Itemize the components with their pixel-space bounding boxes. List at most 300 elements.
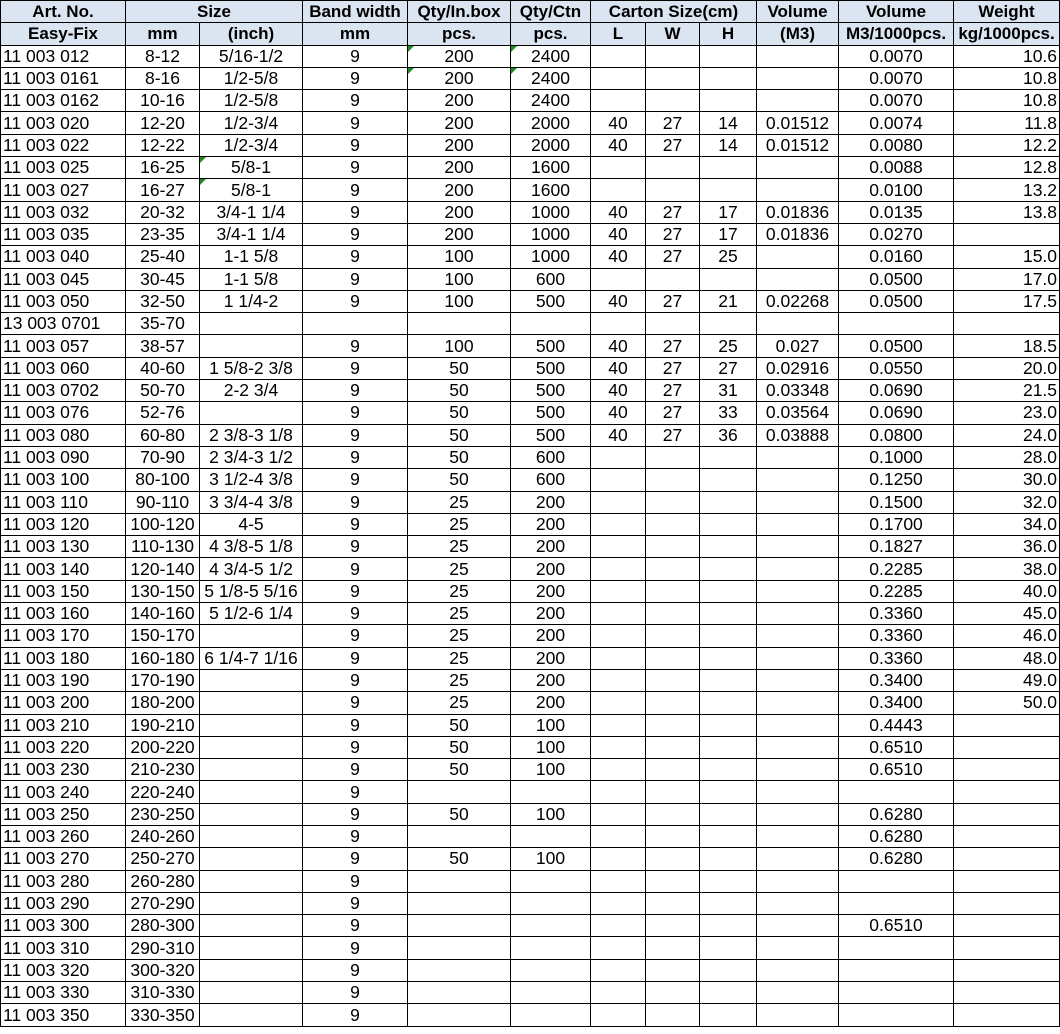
cell-qty-ctn[interactable]: 500 bbox=[511, 335, 591, 357]
cell-qty-inbox[interactable]: 25 bbox=[408, 513, 511, 535]
cell-carton-w[interactable]: 27 bbox=[646, 402, 700, 424]
cell-weight-per-1000[interactable] bbox=[954, 959, 1060, 981]
cell-volume-m3[interactable] bbox=[757, 647, 839, 669]
cell-volume-per-1000[interactable]: 0.4443 bbox=[839, 714, 954, 736]
cell-carton-h[interactable] bbox=[700, 803, 757, 825]
cell-carton-l[interactable]: 40 bbox=[591, 246, 646, 268]
cell-band-width[interactable]: 9 bbox=[303, 714, 408, 736]
cell-size-inch[interactable]: 1 1/4-2 bbox=[200, 290, 303, 312]
cell-band-width[interactable]: 9 bbox=[303, 825, 408, 847]
cell-art-no[interactable]: 11 003 025 bbox=[1, 157, 126, 179]
cell-weight-per-1000[interactable] bbox=[954, 781, 1060, 803]
cell-size-mm[interactable]: 25-40 bbox=[126, 246, 200, 268]
cell-size-mm[interactable]: 8-12 bbox=[126, 45, 200, 67]
cell-art-no[interactable]: 11 003 130 bbox=[1, 536, 126, 558]
cell-qty-inbox[interactable] bbox=[408, 825, 511, 847]
cell-qty-ctn[interactable]: 500 bbox=[511, 380, 591, 402]
cell-qty-ctn[interactable]: 2400 bbox=[511, 90, 591, 112]
cell-carton-l[interactable] bbox=[591, 67, 646, 89]
cell-band-width[interactable] bbox=[303, 313, 408, 335]
cell-qty-ctn[interactable] bbox=[511, 982, 591, 1004]
cell-art-no[interactable]: 11 003 076 bbox=[1, 402, 126, 424]
cell-size-inch[interactable]: 1-1 5/8 bbox=[200, 268, 303, 290]
cell-weight-per-1000[interactable] bbox=[954, 870, 1060, 892]
cell-qty-ctn[interactable]: 1000 bbox=[511, 223, 591, 245]
cell-size-inch[interactable] bbox=[200, 803, 303, 825]
header-size-mm[interactable]: mm bbox=[126, 23, 200, 45]
cell-carton-h[interactable] bbox=[700, 536, 757, 558]
cell-size-mm[interactable]: 180-200 bbox=[126, 692, 200, 714]
cell-size-mm[interactable]: 16-27 bbox=[126, 179, 200, 201]
header-carton-size[interactable]: Carton Size(cm) bbox=[591, 1, 757, 23]
cell-carton-l[interactable]: 40 bbox=[591, 380, 646, 402]
cell-size-mm[interactable]: 220-240 bbox=[126, 781, 200, 803]
cell-qty-ctn[interactable]: 500 bbox=[511, 290, 591, 312]
cell-volume-per-1000[interactable]: 0.0800 bbox=[839, 424, 954, 446]
cell-size-mm[interactable]: 150-170 bbox=[126, 625, 200, 647]
cell-volume-per-1000[interactable]: 0.6280 bbox=[839, 848, 954, 870]
cell-carton-h[interactable] bbox=[700, 67, 757, 89]
cell-qty-inbox[interactable] bbox=[408, 781, 511, 803]
cell-qty-inbox[interactable]: 50 bbox=[408, 402, 511, 424]
cell-volume-m3[interactable]: 0.02268 bbox=[757, 290, 839, 312]
cell-qty-ctn[interactable]: 100 bbox=[511, 759, 591, 781]
cell-carton-w[interactable] bbox=[646, 937, 700, 959]
cell-band-width[interactable]: 9 bbox=[303, 67, 408, 89]
cell-volume-per-1000[interactable]: 0.6280 bbox=[839, 803, 954, 825]
cell-carton-l[interactable] bbox=[591, 803, 646, 825]
cell-carton-l[interactable] bbox=[591, 669, 646, 691]
cell-qty-inbox[interactable] bbox=[408, 959, 511, 981]
cell-volume-per-1000[interactable]: 0.0070 bbox=[839, 67, 954, 89]
cell-size-mm[interactable]: 90-110 bbox=[126, 491, 200, 513]
cell-carton-w[interactable] bbox=[646, 157, 700, 179]
cell-band-width[interactable]: 9 bbox=[303, 157, 408, 179]
cell-volume-m3[interactable] bbox=[757, 1004, 839, 1026]
cell-volume-per-1000[interactable]: 0.3400 bbox=[839, 669, 954, 691]
cell-size-inch[interactable] bbox=[200, 692, 303, 714]
cell-size-mm[interactable]: 70-90 bbox=[126, 446, 200, 468]
cell-size-mm[interactable]: 230-250 bbox=[126, 803, 200, 825]
cell-band-width[interactable]: 9 bbox=[303, 870, 408, 892]
cell-weight-per-1000[interactable] bbox=[954, 848, 1060, 870]
cell-weight-per-1000[interactable]: 49.0 bbox=[954, 669, 1060, 691]
cell-band-width[interactable]: 9 bbox=[303, 179, 408, 201]
cell-carton-h[interactable] bbox=[700, 469, 757, 491]
cell-volume-m3[interactable] bbox=[757, 90, 839, 112]
cell-size-inch[interactable]: 3/4-1 1/4 bbox=[200, 201, 303, 223]
cell-carton-l[interactable] bbox=[591, 848, 646, 870]
cell-size-inch[interactable]: 5 1/2-6 1/4 bbox=[200, 603, 303, 625]
cell-carton-l[interactable] bbox=[591, 915, 646, 937]
cell-carton-h[interactable] bbox=[700, 692, 757, 714]
cell-carton-w[interactable] bbox=[646, 982, 700, 1004]
cell-carton-h[interactable] bbox=[700, 313, 757, 335]
cell-volume-m3[interactable]: 0.027 bbox=[757, 335, 839, 357]
cell-volume-per-1000[interactable]: 0.0500 bbox=[839, 290, 954, 312]
cell-carton-l[interactable] bbox=[591, 892, 646, 914]
cell-art-no[interactable]: 11 003 020 bbox=[1, 112, 126, 134]
cell-carton-h[interactable] bbox=[700, 268, 757, 290]
cell-size-mm[interactable]: 10-16 bbox=[126, 90, 200, 112]
cell-volume-m3[interactable] bbox=[757, 982, 839, 1004]
cell-weight-per-1000[interactable] bbox=[954, 223, 1060, 245]
cell-volume-m3[interactable]: 0.03564 bbox=[757, 402, 839, 424]
cell-band-width[interactable]: 9 bbox=[303, 513, 408, 535]
cell-weight-per-1000[interactable]: 17.5 bbox=[954, 290, 1060, 312]
cell-volume-m3[interactable]: 0.02916 bbox=[757, 357, 839, 379]
cell-carton-w[interactable]: 27 bbox=[646, 223, 700, 245]
cell-volume-m3[interactable] bbox=[757, 580, 839, 602]
cell-volume-m3[interactable] bbox=[757, 491, 839, 513]
cell-qty-inbox[interactable]: 25 bbox=[408, 558, 511, 580]
cell-carton-w[interactable] bbox=[646, 1004, 700, 1026]
cell-band-width[interactable]: 9 bbox=[303, 892, 408, 914]
cell-qty-ctn[interactable] bbox=[511, 825, 591, 847]
cell-qty-inbox[interactable] bbox=[408, 915, 511, 937]
cell-volume-per-1000[interactable]: 0.0270 bbox=[839, 223, 954, 245]
cell-volume-per-1000[interactable]: 0.6510 bbox=[839, 759, 954, 781]
cell-qty-ctn[interactable]: 200 bbox=[511, 625, 591, 647]
cell-weight-per-1000[interactable]: 20.0 bbox=[954, 357, 1060, 379]
cell-band-width[interactable]: 9 bbox=[303, 580, 408, 602]
cell-qty-ctn[interactable]: 2000 bbox=[511, 112, 591, 134]
cell-band-width[interactable]: 9 bbox=[303, 90, 408, 112]
cell-weight-per-1000[interactable]: 12.2 bbox=[954, 134, 1060, 156]
cell-qty-ctn[interactable]: 600 bbox=[511, 446, 591, 468]
cell-carton-h[interactable] bbox=[700, 45, 757, 67]
cell-weight-per-1000[interactable]: 10.8 bbox=[954, 90, 1060, 112]
cell-size-inch[interactable]: 1/2-3/4 bbox=[200, 134, 303, 156]
cell-carton-w[interactable] bbox=[646, 469, 700, 491]
cell-qty-ctn[interactable]: 600 bbox=[511, 268, 591, 290]
cell-art-no[interactable]: 11 003 270 bbox=[1, 848, 126, 870]
cell-qty-inbox[interactable] bbox=[408, 892, 511, 914]
cell-size-mm[interactable]: 170-190 bbox=[126, 669, 200, 691]
cell-band-width[interactable]: 9 bbox=[303, 246, 408, 268]
cell-art-no[interactable]: 11 003 230 bbox=[1, 759, 126, 781]
cell-weight-per-1000[interactable] bbox=[954, 803, 1060, 825]
cell-size-inch[interactable]: 4 3/8-5 1/8 bbox=[200, 536, 303, 558]
cell-art-no[interactable]: 11 003 032 bbox=[1, 201, 126, 223]
cell-volume-per-1000[interactable]: 0.1250 bbox=[839, 469, 954, 491]
cell-volume-m3[interactable] bbox=[757, 803, 839, 825]
cell-qty-inbox[interactable]: 25 bbox=[408, 669, 511, 691]
cell-carton-l[interactable] bbox=[591, 625, 646, 647]
cell-band-width[interactable]: 9 bbox=[303, 536, 408, 558]
cell-carton-h[interactable] bbox=[700, 558, 757, 580]
cell-size-inch[interactable]: 5/8-1 bbox=[200, 179, 303, 201]
cell-carton-l[interactable]: 40 bbox=[591, 424, 646, 446]
cell-size-inch[interactable]: 1/2-5/8 bbox=[200, 67, 303, 89]
cell-qty-inbox[interactable]: 200 bbox=[408, 201, 511, 223]
cell-qty-inbox[interactable]: 50 bbox=[408, 803, 511, 825]
cell-art-no[interactable]: 11 003 290 bbox=[1, 892, 126, 914]
cell-carton-w[interactable] bbox=[646, 892, 700, 914]
cell-size-inch[interactable] bbox=[200, 781, 303, 803]
cell-volume-per-1000[interactable] bbox=[839, 892, 954, 914]
cell-qty-inbox[interactable]: 25 bbox=[408, 536, 511, 558]
cell-weight-per-1000[interactable]: 30.0 bbox=[954, 469, 1060, 491]
cell-carton-h[interactable] bbox=[700, 179, 757, 201]
cell-qty-inbox[interactable]: 50 bbox=[408, 736, 511, 758]
cell-size-inch[interactable] bbox=[200, 759, 303, 781]
cell-qty-inbox[interactable]: 25 bbox=[408, 603, 511, 625]
cell-size-inch[interactable] bbox=[200, 870, 303, 892]
cell-volume-per-1000[interactable] bbox=[839, 982, 954, 1004]
cell-weight-per-1000[interactable]: 45.0 bbox=[954, 603, 1060, 625]
cell-carton-w[interactable]: 27 bbox=[646, 246, 700, 268]
cell-size-mm[interactable]: 32-50 bbox=[126, 290, 200, 312]
cell-qty-ctn[interactable]: 100 bbox=[511, 714, 591, 736]
cell-qty-ctn[interactable]: 100 bbox=[511, 848, 591, 870]
cell-size-inch[interactable] bbox=[200, 825, 303, 847]
cell-qty-ctn[interactable] bbox=[511, 892, 591, 914]
cell-volume-m3[interactable]: 0.01512 bbox=[757, 112, 839, 134]
cell-size-mm[interactable]: 300-320 bbox=[126, 959, 200, 981]
cell-size-inch[interactable] bbox=[200, 1004, 303, 1026]
cell-band-width[interactable]: 9 bbox=[303, 357, 408, 379]
cell-carton-h[interactable] bbox=[700, 714, 757, 736]
cell-qty-inbox[interactable]: 200 bbox=[408, 134, 511, 156]
cell-volume-per-1000[interactable] bbox=[839, 937, 954, 959]
cell-size-mm[interactable]: 20-32 bbox=[126, 201, 200, 223]
cell-carton-l[interactable] bbox=[591, 647, 646, 669]
cell-art-no[interactable]: 11 003 330 bbox=[1, 982, 126, 1004]
cell-carton-h[interactable] bbox=[700, 736, 757, 758]
cell-art-no[interactable]: 11 003 300 bbox=[1, 915, 126, 937]
cell-size-mm[interactable]: 190-210 bbox=[126, 714, 200, 736]
cell-qty-ctn[interactable]: 200 bbox=[511, 536, 591, 558]
cell-volume-m3[interactable]: 0.01836 bbox=[757, 201, 839, 223]
cell-qty-inbox[interactable]: 50 bbox=[408, 759, 511, 781]
header-volume-per-1000[interactable]: Volume bbox=[839, 1, 954, 23]
cell-volume-m3[interactable] bbox=[757, 937, 839, 959]
cell-carton-l[interactable]: 40 bbox=[591, 223, 646, 245]
cell-carton-h[interactable] bbox=[700, 781, 757, 803]
cell-carton-w[interactable] bbox=[646, 848, 700, 870]
cell-band-width[interactable]: 9 bbox=[303, 848, 408, 870]
cell-carton-w[interactable] bbox=[646, 781, 700, 803]
cell-volume-m3[interactable] bbox=[757, 67, 839, 89]
cell-carton-w[interactable] bbox=[646, 870, 700, 892]
cell-band-width[interactable]: 9 bbox=[303, 647, 408, 669]
cell-carton-h[interactable] bbox=[700, 647, 757, 669]
cell-size-mm[interactable]: 30-45 bbox=[126, 268, 200, 290]
cell-qty-ctn[interactable] bbox=[511, 870, 591, 892]
cell-band-width[interactable]: 9 bbox=[303, 223, 408, 245]
cell-size-inch[interactable]: 2-2 3/4 bbox=[200, 380, 303, 402]
cell-volume-per-1000[interactable]: 0.0500 bbox=[839, 268, 954, 290]
cell-carton-l[interactable] bbox=[591, 714, 646, 736]
cell-carton-h[interactable] bbox=[700, 669, 757, 691]
cell-size-mm[interactable]: 40-60 bbox=[126, 357, 200, 379]
cell-carton-w[interactable] bbox=[646, 669, 700, 691]
cell-volume-per-1000[interactable]: 0.3360 bbox=[839, 625, 954, 647]
cell-carton-h[interactable]: 25 bbox=[700, 246, 757, 268]
cell-band-width[interactable]: 9 bbox=[303, 558, 408, 580]
cell-carton-l[interactable] bbox=[591, 736, 646, 758]
cell-weight-per-1000[interactable]: 38.0 bbox=[954, 558, 1060, 580]
cell-size-inch[interactable]: 2 3/4-3 1/2 bbox=[200, 446, 303, 468]
cell-qty-inbox[interactable]: 200 bbox=[408, 157, 511, 179]
cell-carton-l[interactable] bbox=[591, 536, 646, 558]
cell-qty-inbox[interactable] bbox=[408, 313, 511, 335]
cell-art-no[interactable]: 11 003 310 bbox=[1, 937, 126, 959]
cell-weight-per-1000[interactable]: 10.8 bbox=[954, 67, 1060, 89]
cell-weight-per-1000[interactable] bbox=[954, 313, 1060, 335]
cell-size-mm[interactable]: 16-25 bbox=[126, 157, 200, 179]
cell-volume-m3[interactable]: 0.01836 bbox=[757, 223, 839, 245]
cell-art-no[interactable]: 11 003 140 bbox=[1, 558, 126, 580]
cell-carton-l[interactable]: 40 bbox=[591, 201, 646, 223]
cell-carton-w[interactable] bbox=[646, 90, 700, 112]
cell-size-inch[interactable]: 1/2-3/4 bbox=[200, 112, 303, 134]
header-inbox-pcs[interactable]: pcs. bbox=[408, 23, 511, 45]
cell-volume-m3[interactable] bbox=[757, 892, 839, 914]
cell-band-width[interactable]: 9 bbox=[303, 803, 408, 825]
cell-art-no[interactable]: 11 003 0702 bbox=[1, 380, 126, 402]
cell-carton-w[interactable]: 27 bbox=[646, 335, 700, 357]
cell-size-inch[interactable]: 1 5/8-2 3/8 bbox=[200, 357, 303, 379]
cell-size-inch[interactable] bbox=[200, 937, 303, 959]
cell-weight-per-1000[interactable] bbox=[954, 759, 1060, 781]
cell-weight-per-1000[interactable]: 28.0 bbox=[954, 446, 1060, 468]
header-carton-l[interactable]: L bbox=[591, 23, 646, 45]
cell-carton-w[interactable] bbox=[646, 625, 700, 647]
cell-volume-per-1000[interactable]: 0.0070 bbox=[839, 45, 954, 67]
cell-weight-per-1000[interactable]: 46.0 bbox=[954, 625, 1060, 647]
cell-size-inch[interactable] bbox=[200, 982, 303, 1004]
cell-size-inch[interactable]: 2 3/8-3 1/8 bbox=[200, 424, 303, 446]
cell-qty-inbox[interactable]: 50 bbox=[408, 357, 511, 379]
cell-carton-h[interactable]: 14 bbox=[700, 112, 757, 134]
cell-qty-inbox[interactable] bbox=[408, 1004, 511, 1026]
cell-band-width[interactable]: 9 bbox=[303, 290, 408, 312]
cell-volume-per-1000[interactable] bbox=[839, 313, 954, 335]
cell-carton-w[interactable] bbox=[646, 714, 700, 736]
cell-weight-per-1000[interactable]: 15.0 bbox=[954, 246, 1060, 268]
cell-qty-ctn[interactable]: 200 bbox=[511, 647, 591, 669]
cell-carton-w[interactable] bbox=[646, 558, 700, 580]
cell-volume-m3[interactable] bbox=[757, 625, 839, 647]
cell-volume-m3[interactable] bbox=[757, 469, 839, 491]
cell-size-mm[interactable]: 60-80 bbox=[126, 424, 200, 446]
cell-size-inch[interactable] bbox=[200, 736, 303, 758]
cell-volume-per-1000[interactable] bbox=[839, 1004, 954, 1026]
cell-size-inch[interactable] bbox=[200, 848, 303, 870]
cell-volume-m3[interactable] bbox=[757, 268, 839, 290]
cell-size-mm[interactable]: 240-260 bbox=[126, 825, 200, 847]
cell-weight-per-1000[interactable]: 24.0 bbox=[954, 424, 1060, 446]
cell-art-no[interactable]: 11 003 012 bbox=[1, 45, 126, 67]
cell-volume-m3[interactable] bbox=[757, 536, 839, 558]
header-easy-fix[interactable]: Easy-Fix bbox=[1, 23, 126, 45]
cell-qty-ctn[interactable]: 1000 bbox=[511, 201, 591, 223]
cell-carton-w[interactable]: 27 bbox=[646, 134, 700, 156]
cell-carton-l[interactable]: 40 bbox=[591, 134, 646, 156]
cell-qty-inbox[interactable]: 25 bbox=[408, 647, 511, 669]
cell-weight-per-1000[interactable]: 13.8 bbox=[954, 201, 1060, 223]
cell-volume-per-1000[interactable]: 0.0160 bbox=[839, 246, 954, 268]
cell-qty-inbox[interactable] bbox=[408, 982, 511, 1004]
cell-art-no[interactable]: 11 003 050 bbox=[1, 290, 126, 312]
cell-size-mm[interactable]: 110-130 bbox=[126, 536, 200, 558]
cell-qty-inbox[interactable] bbox=[408, 937, 511, 959]
cell-size-mm[interactable]: 35-70 bbox=[126, 313, 200, 335]
cell-carton-w[interactable]: 27 bbox=[646, 112, 700, 134]
cell-qty-ctn[interactable]: 2400 bbox=[511, 67, 591, 89]
cell-carton-w[interactable] bbox=[646, 603, 700, 625]
cell-qty-inbox[interactable]: 50 bbox=[408, 446, 511, 468]
cell-volume-m3[interactable] bbox=[757, 759, 839, 781]
cell-qty-inbox[interactable]: 100 bbox=[408, 268, 511, 290]
cell-band-width[interactable]: 9 bbox=[303, 134, 408, 156]
cell-art-no[interactable]: 11 003 190 bbox=[1, 669, 126, 691]
cell-size-inch[interactable] bbox=[200, 625, 303, 647]
cell-art-no[interactable]: 11 003 060 bbox=[1, 357, 126, 379]
cell-volume-per-1000[interactable]: 0.1827 bbox=[839, 536, 954, 558]
cell-band-width[interactable]: 9 bbox=[303, 402, 408, 424]
cell-volume-m3[interactable] bbox=[757, 959, 839, 981]
cell-qty-inbox[interactable]: 200 bbox=[408, 223, 511, 245]
cell-band-width[interactable]: 9 bbox=[303, 112, 408, 134]
cell-qty-ctn[interactable] bbox=[511, 915, 591, 937]
cell-qty-ctn[interactable]: 200 bbox=[511, 603, 591, 625]
cell-carton-w[interactable] bbox=[646, 759, 700, 781]
cell-volume-per-1000[interactable]: 0.1500 bbox=[839, 491, 954, 513]
cell-size-inch[interactable]: 1-1 5/8 bbox=[200, 246, 303, 268]
cell-art-no[interactable]: 11 003 260 bbox=[1, 825, 126, 847]
cell-volume-per-1000[interactable]: 0.2285 bbox=[839, 580, 954, 602]
cell-weight-per-1000[interactable]: 18.5 bbox=[954, 335, 1060, 357]
cell-qty-inbox[interactable]: 50 bbox=[408, 469, 511, 491]
cell-size-inch[interactable] bbox=[200, 892, 303, 914]
cell-size-inch[interactable]: 3/4-1 1/4 bbox=[200, 223, 303, 245]
cell-art-no[interactable]: 11 003 110 bbox=[1, 491, 126, 513]
cell-weight-per-1000[interactable] bbox=[954, 982, 1060, 1004]
cell-art-no[interactable]: 11 003 022 bbox=[1, 134, 126, 156]
cell-weight-per-1000[interactable] bbox=[954, 892, 1060, 914]
cell-carton-h[interactable]: 14 bbox=[700, 134, 757, 156]
cell-size-inch[interactable] bbox=[200, 915, 303, 937]
cell-size-inch[interactable]: 6 1/4-7 1/16 bbox=[200, 647, 303, 669]
cell-carton-h[interactable]: 17 bbox=[700, 223, 757, 245]
cell-size-mm[interactable]: 310-330 bbox=[126, 982, 200, 1004]
cell-band-width[interactable]: 9 bbox=[303, 759, 408, 781]
cell-qty-ctn[interactable]: 200 bbox=[511, 669, 591, 691]
cell-qty-ctn[interactable]: 200 bbox=[511, 580, 591, 602]
cell-weight-per-1000[interactable]: 32.0 bbox=[954, 491, 1060, 513]
cell-carton-h[interactable] bbox=[700, 625, 757, 647]
cell-qty-inbox[interactable]: 25 bbox=[408, 580, 511, 602]
cell-carton-h[interactable] bbox=[700, 580, 757, 602]
cell-size-mm[interactable]: 38-57 bbox=[126, 335, 200, 357]
cell-band-width[interactable]: 9 bbox=[303, 959, 408, 981]
cell-size-mm[interactable]: 120-140 bbox=[126, 558, 200, 580]
cell-volume-m3[interactable] bbox=[757, 781, 839, 803]
cell-art-no[interactable]: 11 003 027 bbox=[1, 179, 126, 201]
cell-carton-h[interactable] bbox=[700, 982, 757, 1004]
cell-art-no[interactable]: 11 003 280 bbox=[1, 870, 126, 892]
cell-qty-ctn[interactable]: 100 bbox=[511, 736, 591, 758]
cell-carton-w[interactable] bbox=[646, 513, 700, 535]
cell-carton-l[interactable] bbox=[591, 513, 646, 535]
cell-size-mm[interactable]: 23-35 bbox=[126, 223, 200, 245]
cell-carton-h[interactable] bbox=[700, 825, 757, 847]
cell-weight-per-1000[interactable]: 11.8 bbox=[954, 112, 1060, 134]
header-ctn-pcs[interactable]: pcs. bbox=[511, 23, 591, 45]
